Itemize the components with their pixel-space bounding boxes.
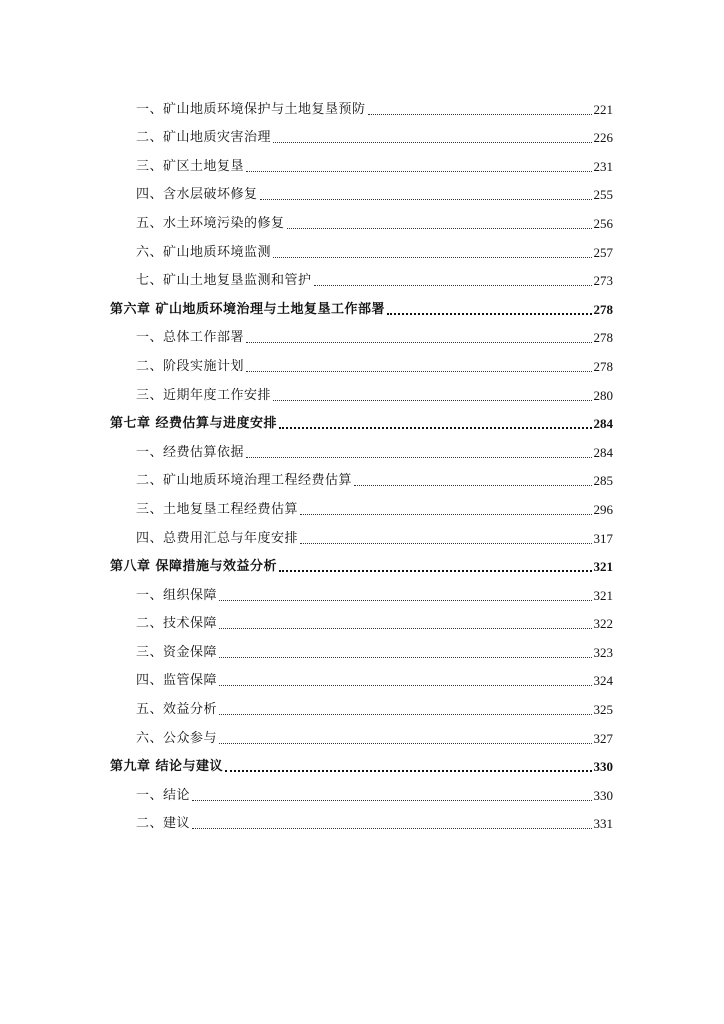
dot-leader — [368, 113, 592, 115]
dot-leader — [246, 170, 591, 172]
toc-page-number: 278 — [593, 301, 613, 317]
toc-page-number: 321 — [593, 559, 613, 575]
toc-chapter-entry[interactable] — [0, 404, 724, 433]
toc-entry-title: 四、含水层破坏修复 — [136, 187, 258, 203]
toc-page-number: 273 — [593, 273, 613, 289]
dot-leader — [279, 426, 591, 429]
toc-entry-title: 五、效益分析 — [136, 702, 218, 718]
toc-entry-title: 一、结论 — [136, 787, 191, 803]
toc-page-number: 221 — [593, 101, 613, 117]
dot-leader — [219, 684, 591, 686]
toc-entry-title: 三、资金保障 — [136, 644, 218, 660]
dot-leader — [225, 769, 591, 772]
toc-chapter-entry[interactable] — [0, 747, 724, 776]
toc-section-entry[interactable] — [0, 518, 724, 547]
toc-page-number: 278 — [593, 358, 613, 374]
dot-leader — [260, 198, 592, 200]
toc-entry-title: 第七章 经费估算与进度安排 — [110, 416, 278, 432]
toc-chapter-entry[interactable] — [0, 289, 724, 318]
toc-section-entry[interactable] — [0, 318, 724, 347]
toc-page-number: 331 — [593, 816, 613, 832]
dot-leader — [300, 513, 591, 515]
toc-page-number: 323 — [593, 644, 613, 660]
toc-section-entry[interactable] — [0, 689, 724, 718]
dot-leader — [354, 484, 591, 486]
toc-page-number: 317 — [593, 530, 613, 546]
dot-leader — [246, 370, 591, 372]
toc-page-number: 226 — [593, 130, 613, 146]
toc-page-number: 325 — [593, 702, 613, 718]
toc-entry-title: 一、组织保障 — [136, 587, 218, 603]
toc-entry-title: 第八章 保障措施与效益分析 — [110, 559, 278, 575]
dot-leader — [192, 827, 591, 829]
toc-page-number: 296 — [593, 501, 613, 517]
toc-entry-title: 五、水土环境污染的修复 — [136, 215, 285, 231]
toc-chapter-entry[interactable] — [0, 547, 724, 576]
toc-page-number: 255 — [593, 187, 613, 203]
dot-leader — [192, 799, 591, 801]
toc-section-entry[interactable] — [0, 775, 724, 804]
dot-leader — [246, 456, 591, 458]
toc-page-number: 280 — [593, 387, 613, 403]
dot-leader — [219, 627, 591, 629]
toc-entry-title: 二、技术保障 — [136, 616, 218, 632]
toc-entry-title: 四、总费用汇总与年度安排 — [136, 530, 299, 546]
toc-section-entry[interactable] — [0, 175, 724, 204]
toc-section-entry[interactable] — [0, 718, 724, 747]
dot-leader — [219, 713, 591, 715]
toc-section-entry[interactable] — [0, 604, 724, 633]
toc-section-entry[interactable] — [0, 575, 724, 604]
toc-section-entry[interactable] — [0, 804, 724, 833]
toc-section-entry[interactable] — [0, 489, 724, 518]
toc-entry-title: 一、矿山地质环境保护与土地复垦预防 — [136, 101, 366, 117]
toc-page-number: 321 — [593, 587, 613, 603]
toc-section-entry[interactable] — [0, 232, 724, 261]
toc-entry-title: 一、总体工作部署 — [136, 330, 245, 346]
toc-page-number: 284 — [593, 444, 613, 460]
toc-page-number: 324 — [593, 673, 613, 689]
toc-entry-title: 一、经费估算依据 — [136, 444, 245, 460]
toc-entry-title: 六、矿山地质环境监测 — [136, 244, 272, 260]
toc-entry-title: 三、近期年度工作安排 — [136, 387, 272, 403]
dot-leader — [219, 656, 591, 658]
toc-section-entry[interactable] — [0, 203, 724, 232]
dot-leader — [314, 284, 592, 286]
toc-section-entry[interactable] — [0, 661, 724, 690]
toc-entry-title: 二、矿山地质灾害治理 — [136, 130, 272, 146]
toc-entry-title: 四、监管保障 — [136, 673, 218, 689]
toc-entry-title: 三、矿区土地复垦 — [136, 158, 245, 174]
dot-leader — [279, 569, 591, 572]
toc-section-entry[interactable] — [0, 261, 724, 290]
toc-entry-title: 二、矿山地质环境治理工程经费估算 — [136, 473, 353, 489]
toc-entry-title: 二、建议 — [136, 816, 191, 832]
toc-page-number: 257 — [593, 244, 613, 260]
dot-leader — [287, 227, 592, 229]
table-of-contents — [0, 89, 724, 832]
toc-section-entry[interactable] — [0, 146, 724, 175]
toc-section-entry[interactable] — [0, 375, 724, 404]
toc-section-entry[interactable] — [0, 432, 724, 461]
dot-leader — [219, 599, 591, 601]
toc-entry-title: 第六章 矿山地质环境治理与土地复垦工作部署 — [110, 301, 386, 317]
toc-section-entry[interactable] — [0, 461, 724, 490]
toc-entry-title: 第九章 结论与建议 — [110, 759, 224, 775]
toc-entry-title: 三、土地复垦工程经费估算 — [136, 501, 299, 517]
toc-page-number: 330 — [593, 787, 613, 803]
toc-section-entry[interactable] — [0, 632, 724, 661]
toc-page-number: 322 — [593, 616, 613, 632]
toc-entry-title: 二、阶段实施计划 — [136, 358, 245, 374]
dot-leader — [246, 341, 591, 343]
toc-page-number: 278 — [593, 330, 613, 346]
dot-leader — [273, 256, 591, 258]
toc-section-entry[interactable] — [0, 118, 724, 147]
toc-entry-title: 六、公众参与 — [136, 730, 218, 746]
toc-page-number: 330 — [593, 759, 613, 775]
dot-leader — [300, 542, 591, 544]
dot-leader — [219, 742, 591, 744]
toc-section-entry[interactable] — [0, 346, 724, 375]
dot-leader — [273, 141, 591, 143]
toc-page-number: 284 — [593, 416, 613, 432]
toc-entry-title: 七、矿山土地复垦监测和管护 — [136, 273, 312, 289]
toc-page-number: 231 — [593, 158, 613, 174]
toc-page-number: 256 — [593, 215, 613, 231]
toc-section-entry[interactable] — [0, 89, 724, 118]
dot-leader — [273, 399, 591, 401]
toc-page-number: 285 — [593, 473, 613, 489]
toc-page-number: 327 — [593, 730, 613, 746]
dot-leader — [387, 312, 591, 315]
